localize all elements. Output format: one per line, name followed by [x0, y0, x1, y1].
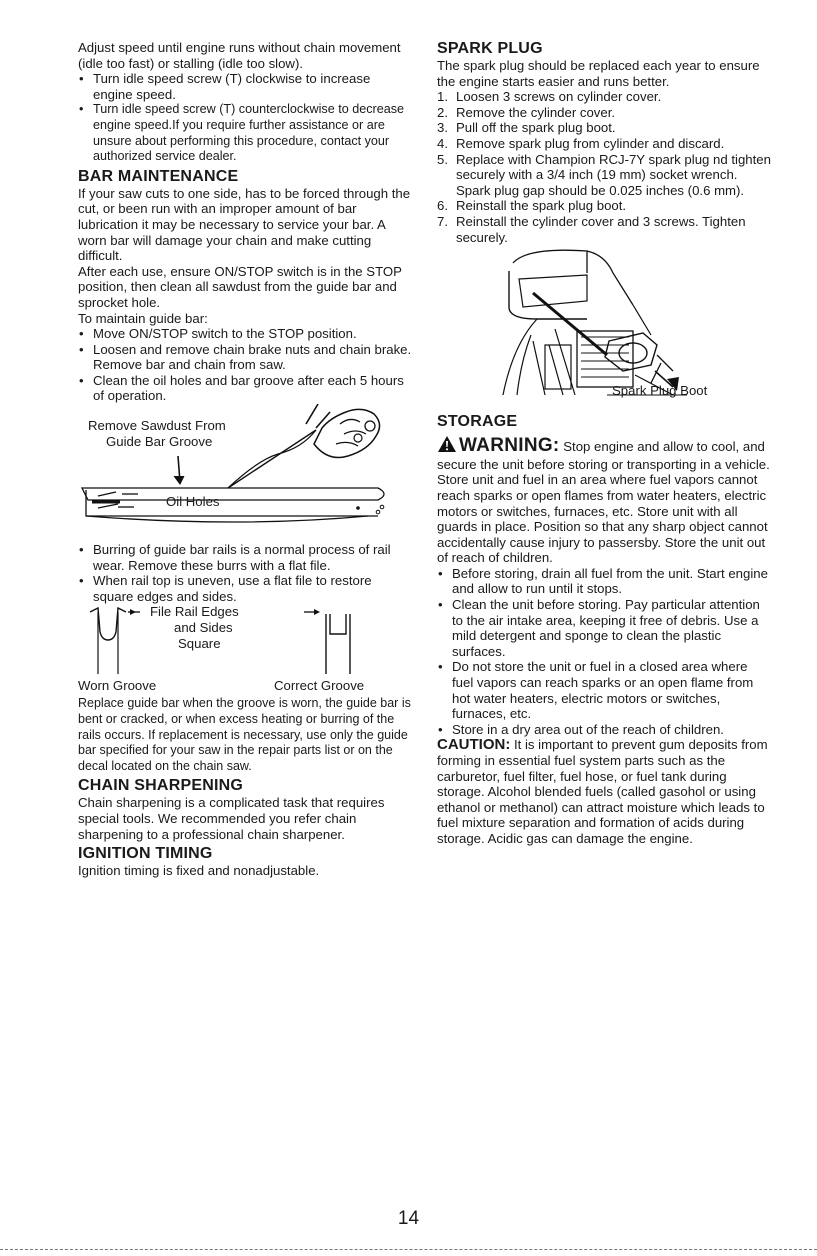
- left-column: [78, 40, 413, 879]
- list-item: [437, 105, 772, 121]
- warning-block: [437, 435, 772, 566]
- list-item: [437, 136, 772, 152]
- figure-label: Square: [178, 636, 221, 652]
- bar-maintenance-heading: BAR MAINTENANCE: [78, 167, 239, 185]
- chain-sharpening-heading: CHAIN SHARPENING: [78, 777, 243, 795]
- correct-groove-label: Correct Groove: [274, 678, 365, 694]
- step-text: Remove spark plug from cylinder and discard.: [456, 135, 725, 151]
- groove-figure: [78, 604, 413, 696]
- list-item: • Turn idle speed screw (T) counterclockwise to decrease engine speed.If you require further assistance or are unsure about performing this procedure, contact your authorized service dealer.: [78, 102, 413, 164]
- step-text: Replace with Champion RCJ-7Y spark plug nd tighten securely with a 3/4 inch (19 mm) socket wrench. Spark plug gap should be 0.025 inches (0.6 mm).: [456, 151, 771, 198]
- list-item: • Store in a dry area out of the reach of children.: [437, 722, 772, 738]
- list-item: [437, 152, 772, 199]
- list-item: [437, 89, 772, 105]
- figure-label: Oil Holes: [166, 494, 220, 510]
- step-number: 7.: [437, 213, 448, 229]
- figure-label: Remove Sawdust From: [88, 418, 226, 434]
- figure-label: Guide Bar Groove: [106, 434, 213, 450]
- list-item: [437, 120, 772, 136]
- step-number: 4.: [437, 135, 448, 151]
- bar-paragraph-2: After each use, ensure ON/STOP switch is in the STOP position, then clean all sawdust from the guide bar and sprocket hole.: [78, 263, 402, 310]
- spark-plug-figure: [437, 245, 772, 421]
- storage-heading: STORAGE: [437, 413, 518, 431]
- spark-steps: [437, 89, 772, 245]
- storage-bullets: [437, 566, 772, 738]
- list-item: • Do not store the unit or fuel in a closed area where fuel vapors can reach sparks or an open flame from hot water heaters, electric motors or switches, furnaces, etc.: [437, 659, 772, 721]
- caution-block: [437, 737, 772, 846]
- step-number: 6.: [437, 198, 448, 214]
- chain-paragraph: Chain sharpening is a complicated task that requires special tools. We recommended you refer chain sharpening to a professional chain sharpener.: [78, 795, 385, 842]
- list-item: • Turn idle speed screw (T) clockwise to increase engine speed.: [78, 71, 413, 102]
- list-item: • Burring of guide bar rails is a normal process of rail wear. Remove these burrs with a flat file.: [78, 542, 413, 573]
- guide-bar-figure: [78, 404, 413, 542]
- step-text: Remove the cylinder cover.: [456, 104, 616, 120]
- warning-label: WARNING:: [459, 435, 560, 457]
- page-number: 14: [397, 1208, 420, 1229]
- list-item: [437, 214, 772, 245]
- caution-label: CAUTION:: [437, 736, 511, 754]
- list-item: • Loosen and remove chain brake nuts and chain brake. Remove bar and chain from saw.: [78, 342, 413, 373]
- spark-paragraph: The spark plug should be replaced each year to ensure the engine starts easier and runs better.: [437, 58, 760, 89]
- list-item: • Clean the oil holes and bar groove after each 5 hours of operation.: [78, 373, 413, 404]
- step-text: Loosen 3 screws on cylinder cover.: [456, 89, 662, 105]
- idle-intro: Adjust speed until engine runs without chain movement (idle too fast) or stalling (idle too slow).: [78, 40, 401, 71]
- ignition-timing-heading: IGNITION TIMING: [78, 845, 213, 863]
- worn-groove-label: Worn Groove: [78, 678, 157, 694]
- replace-paragraph: Replace guide bar when the groove is worn, the guide bar is bent or cracked, or when excess heating or burring of the rails occurs. If replacement is necessary, use only the guide bar specified for your saw in the repair parts list or on the decal located on the chain saw.: [78, 696, 411, 773]
- spark-plug-boot-label: Spark Plug Boot: [612, 383, 708, 399]
- spark-plug-heading: SPARK PLUG: [437, 40, 543, 57]
- step-number: 2.: [437, 104, 448, 120]
- bar-bullets: [78, 326, 413, 404]
- figure-label: and Sides: [174, 620, 233, 636]
- list-item: • Clean the unit before storing. Pay particular attention to the air intake area, keeping it free of debris. Use a mild detergent and sponge to clean the plastic surfaces.: [437, 597, 772, 659]
- bar-paragraph-1: If your saw cuts to one side, has to be forced through the cut, or been run with an improper amount of bar lubrication it may be necessary to service your bar. A worn bar will damage your chain and make cutting difficult.: [78, 185, 411, 264]
- bar-paragraph-3: To maintain guide bar:: [78, 310, 208, 326]
- figure-label: File Rail Edges: [150, 604, 239, 620]
- list-item: • Move ON/STOP switch to the STOP position.: [78, 326, 413, 342]
- step-number: 5.: [437, 151, 448, 167]
- burr-bullets: [78, 542, 413, 604]
- step-text: Reinstall the cylinder cover and 3 screws. Tighten securely.: [456, 213, 746, 245]
- list-item: [437, 198, 772, 214]
- step-text: Pull off the spark plug boot.: [456, 120, 616, 136]
- caution-text: It is important to prevent gum deposits from forming in essential fuel system parts such as the carburetor, fuel filter, fuel hose, or fuel tank during storage. Alcohol blended fuels (called gasohol or using ethanol or methanol) can attract moisture which leads to fuel mixture separation and formation of acids during storage. Acidic gas can damage the engine.: [437, 737, 768, 846]
- list-item: • Before storing, drain all fuel from the unit. Start engine and allow to run until it stops.: [437, 566, 772, 597]
- bottom-divider: [0, 1249, 817, 1250]
- step-text: Reinstall the spark plug boot.: [456, 198, 627, 214]
- list-item: • When rail top is uneven, use a flat file to restore square edges and sides.: [78, 573, 413, 604]
- idle-bullets: [78, 71, 413, 165]
- step-number: 1.: [437, 89, 448, 105]
- step-number: 3.: [437, 120, 448, 136]
- ignition-paragraph: Ignition timing is fixed and nonadjustable.: [78, 863, 320, 879]
- warning-text: Stop engine and allow to cool, and secure the unit before storing or transporting in a vehicle. Store unit and fuel in an area where fuel vapors cannot reach sparks or open flames from water heaters, electric motors or switches, furnaces, etc. Store unit with all guards in place. Position so that any sharp object cannot accidentally cause injury to passersby. Store the unit out of reach of children.: [437, 439, 770, 566]
- spark-plug-illustration: [437, 245, 772, 421]
- right-column: [437, 40, 772, 847]
- warning-icon: [437, 435, 457, 457]
